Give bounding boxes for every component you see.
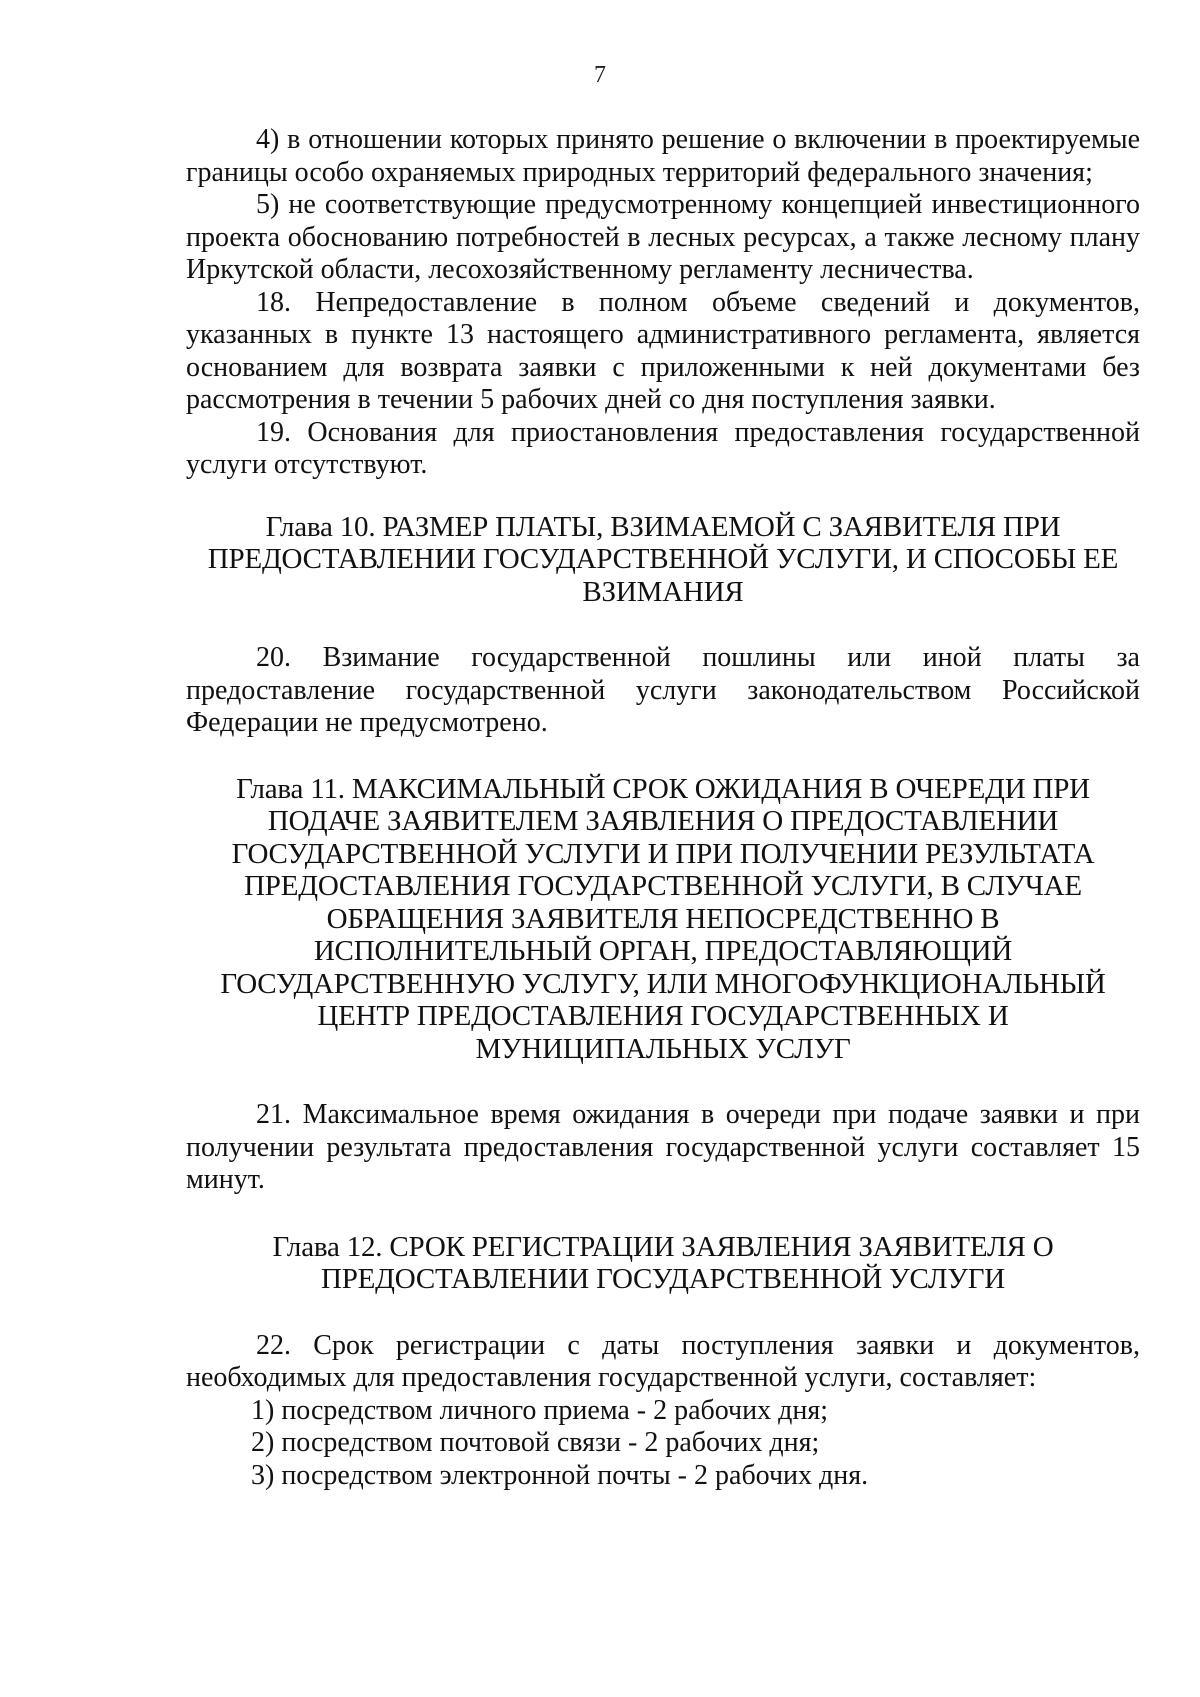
- heading-line: ПРЕДОСТАВЛЕНИИ ГОСУДАРСТВЕННОЙ УСЛУГИ: [320, 1263, 1006, 1295]
- heading-line: Глава 12. СРОК РЕГИСТРАЦИИ ЗАЯВЛЕНИЯ ЗАЯВИТЕЛЯ О: [272, 1230, 1054, 1263]
- list-item: 1) посредством личного приема - 2 рабочих дня;: [251, 1394, 829, 1426]
- page-number: 7: [594, 62, 606, 88]
- heading-line: ПРЕДОСТАВЛЕНИЯ ГОСУДАРСТВЕННОЙ УСЛУГИ, В СЛУЧАЕ: [244, 870, 1082, 902]
- heading-line: ПРЕДОСТАВЛЕНИИ ГОСУДАРСТВЕННОЙ УСЛУГИ, И СПОСОБЫ ЕЕ: [207, 543, 1119, 575]
- chapter-10-heading: [186, 511, 1140, 609]
- chapter-12-heading: [186, 1231, 1140, 1296]
- registration-terms-list: [186, 1395, 1140, 1493]
- paragraph-item-4: 4) в отношении которых принято решение о включении в проектируемые границы особо охраняемых природных территорий федерального значения;: [186, 124, 1140, 188]
- heading-line: ГОСУДАРСТВЕННУЮ УСЛУГУ, ИЛИ МНОГОФУНКЦИОНАЛЬНЫЙ: [220, 967, 1106, 1000]
- heading-line: ОБРАЩЕНИЯ ЗАЯВИТЕЛЯ НЕПОСРЕДСТВЕННО В: [326, 902, 1000, 935]
- paragraph-20: 20. Взимание государственной пошлины или иной платы за предоставление государственной услуги законодательством Российской Федерации не предусмотрено.: [186, 642, 1140, 738]
- heading-line: Глава 11. МАКСИМАЛЬНЫЙ СРОК ОЖИДАНИЯ В ОЧЕРЕДИ ПРИ: [236, 772, 1090, 805]
- chapter-11-heading: [186, 773, 1140, 1066]
- document-body: [186, 124, 1140, 1492]
- heading-line: ПОДАЧЕ ЗАЯВИТЕЛЕМ ЗАЯВЛЕНИЯ О ПРЕДОСТАВЛЕНИИ: [267, 805, 1059, 837]
- heading-line: МУНИЦИПАЛЬНЫХ УСЛУГ: [475, 1032, 851, 1065]
- heading-line: ГОСУДАРСТВЕННОЙ УСЛУГИ И ПРИ ПОЛУЧЕНИИ РЕЗУЛЬТАТА: [231, 837, 1095, 870]
- list-item: 3) посредством электронной почты - 2 рабочих дня.: [251, 1459, 869, 1491]
- heading-line: ИСПОЛНИТЕЛЬНЫЙ ОРГАН, ПРЕДОСТАВЛЯЮЩИЙ: [313, 935, 1013, 967]
- list-item: 2) посредством почтовой связи - 2 рабочих дня;: [251, 1427, 820, 1458]
- paragraph-item-5: 5) не соответствующие предусмотренному концепцией инвестиционного проекта обоснованию потребностей в лесных ресурсах, а также лесному плану Иркутской области, лесохозяйственному регламенту лесничества.: [186, 189, 1140, 285]
- heading-line: ЦЕНТР ПРЕДОСТАВЛЕНИЯ ГОСУДАРСТВЕННЫХ И: [317, 1000, 1009, 1032]
- paragraph-22: 22. Срок регистрации с даты поступления заявки и документов, необходимых для предоставления государственной услуги, составляет:: [186, 1329, 1140, 1393]
- heading-line: ВЗИМАНИЯ: [582, 575, 744, 608]
- paragraph-19: 19. Основания для приостановления предоставления государственной услуги отсутствуют.: [186, 416, 1140, 480]
- paragraph-21: 21. Максимальное время ожидания в очереди при подаче заявки и при получении результата предоставления государственной услуги составляет 15 минут.: [186, 1099, 1140, 1195]
- paragraph-18: 18. Непредоставление в полном объеме сведений и документов, указанных в пункте 13 настоящего административного регламента, является основанием для возврата заявки с приложенными к ней документами без рассмотрения в течении 5 рабочих дней со дня поступления заявки.: [186, 286, 1140, 415]
- heading-line: Глава 10. РАЗМЕР ПЛАТЫ, ВЗИМАЕМОЙ С ЗАЯВИТЕЛЯ ПРИ: [265, 510, 1061, 543]
